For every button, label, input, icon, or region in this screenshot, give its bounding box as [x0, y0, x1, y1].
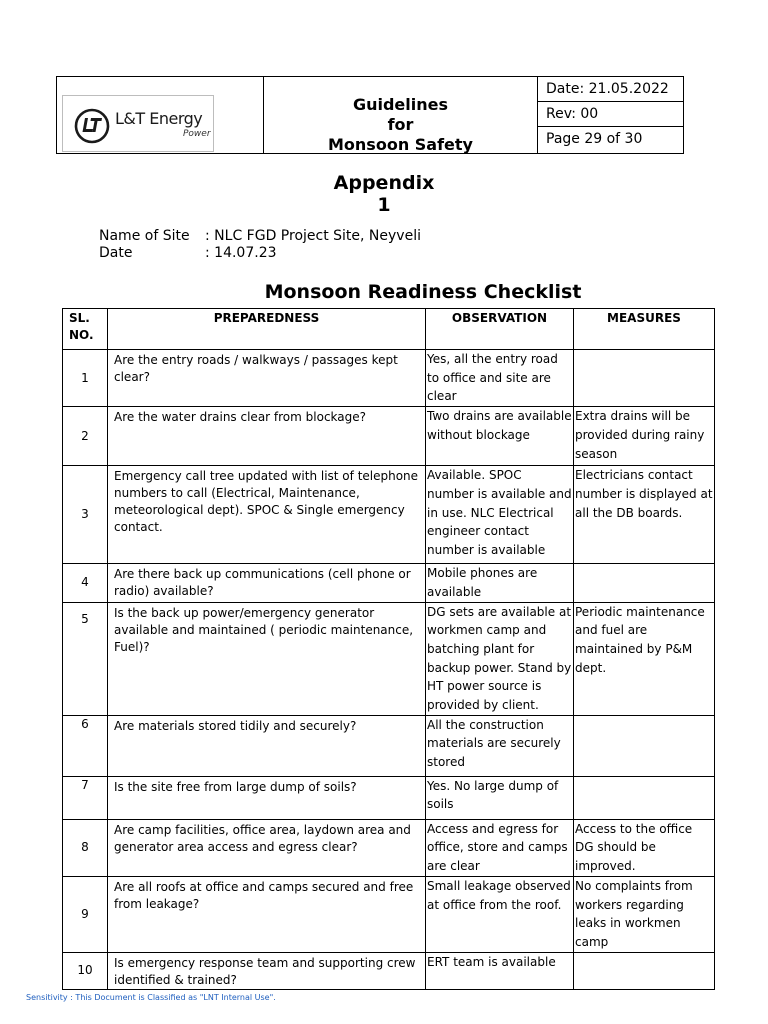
observation-cell: ERT team is available	[426, 952, 574, 989]
site-name-row	[99, 228, 421, 245]
col-header-sl	[63, 309, 108, 350]
site-info	[99, 228, 421, 262]
measures-cell	[574, 952, 715, 989]
col-header-sl-line2: NO.	[69, 328, 94, 342]
row-number: 10	[63, 952, 108, 989]
preparedness-cell: Is the back up power/emergency generator available and maintained ( periodic maintenance, Fuel)?	[108, 602, 426, 715]
observation-cell: Yes. No large dump of soils	[426, 776, 574, 819]
preparedness-cell: Are materials stored tidily and securely?	[108, 715, 426, 776]
table-row	[63, 564, 715, 602]
col-header-observation: OBSERVATION	[426, 309, 574, 350]
table-header-row	[63, 309, 715, 350]
observation-cell: Access and egress for office, store and camps are clear	[426, 819, 574, 876]
table-row	[63, 466, 715, 564]
checklist-title: Monsoon Readiness Checklist	[264, 281, 582, 303]
row-number: 9	[63, 876, 108, 952]
document-meta	[538, 77, 684, 153]
col-header-measures: MEASURES	[574, 309, 715, 350]
measures-cell: No complaints from workers regarding leaks in workmen camp	[574, 876, 715, 952]
observation-cell: Two drains are available without blockage	[426, 407, 574, 466]
table-row	[63, 350, 715, 407]
row-number: 2	[63, 407, 108, 466]
meta-page: Page 29 of 30	[546, 131, 643, 147]
measures-cell: Extra drains will be provided during rainy season	[574, 407, 715, 466]
row-number: 6	[63, 715, 108, 776]
row-number: 4	[63, 564, 108, 602]
appendix-label: Appendix	[333, 172, 435, 194]
row-number: 3	[63, 466, 108, 564]
checklist-table	[62, 308, 715, 990]
table-row	[63, 952, 715, 989]
sensitivity-footer: Sensitivity : This Document is Classified as "LNT Internal Use".	[26, 993, 276, 1002]
observation-cell: Small leakage observed at office from the roof.	[426, 876, 574, 952]
preparedness-cell: Are the entry roads / walkways / passages kept clear?	[108, 350, 426, 407]
title-line: Monsoon Safety	[328, 135, 473, 154]
row-number: 8	[63, 819, 108, 876]
measures-cell	[574, 715, 715, 776]
table-row	[63, 407, 715, 466]
measures-cell: Access to the office DG should be improved.	[574, 819, 715, 876]
meta-date: Date: 21.05.2022	[538, 77, 684, 102]
preparedness-cell: Emergency call tree updated with list of telephone numbers to call (Electrical, Maintenance, meteorological dept). SPOC & Single emergency contact.	[108, 466, 426, 564]
site-date-row	[99, 245, 421, 262]
table-row	[63, 602, 715, 715]
observation-cell: Mobile phones are available	[426, 564, 574, 602]
measures-cell	[574, 564, 715, 602]
measures-cell: Periodic maintenance and fuel are maintained by P&M dept.	[574, 602, 715, 715]
logo-cell	[57, 77, 264, 153]
table-row	[63, 715, 715, 776]
appendix-number: 1	[377, 194, 391, 216]
document-title	[264, 77, 538, 153]
observation-cell: Available. SPOC number is available and in use. NLC Electrical engineer contact number is available	[426, 466, 574, 564]
preparedness-cell: Are all roofs at office and camps secured and free from leakage?	[108, 876, 426, 952]
appendix-heading	[0, 172, 768, 216]
row-number: 5	[63, 602, 108, 715]
observation-cell: Yes, all the entry road to office and site are clear	[426, 350, 574, 407]
document-header	[56, 76, 684, 154]
logo-name: L&T Energy	[115, 109, 203, 128]
col-header-sl-line1: SL.	[69, 311, 90, 325]
meta-revision: Rev: 00	[538, 102, 684, 127]
company-logo	[62, 95, 214, 152]
preparedness-cell: Are there back up communications (cell phone or radio) available?	[108, 564, 426, 602]
site-date-value: : 14.07.23	[205, 245, 277, 261]
title-line: Guidelines	[352, 95, 449, 114]
site-name-label: Name of Site	[99, 228, 190, 244]
site-name-value: : NLC FGD Project Site, Neyveli	[205, 228, 421, 244]
preparedness-cell: Is the site free from large dump of soils?	[108, 776, 426, 819]
measures-cell	[574, 776, 715, 819]
preparedness-cell: Are the water drains clear from blockage?	[108, 407, 426, 466]
preparedness-cell: Are camp facilities, office area, laydown area and generator area access and egress clear?	[108, 819, 426, 876]
preparedness-cell: Is emergency response team and supporting crew identified & trained?	[108, 952, 426, 989]
title-line: for	[387, 115, 414, 134]
lt-logo-icon	[74, 108, 110, 144]
table-row	[63, 819, 715, 876]
col-header-preparedness: PREPAREDNESS	[108, 309, 426, 350]
site-date-label: Date	[99, 245, 133, 261]
row-number: 1	[63, 350, 108, 407]
measures-cell: Electricians contact number is displayed at all the DB boards.	[574, 466, 715, 564]
table-row	[63, 876, 715, 952]
observation-cell: DG sets are available at workmen camp and batching plant for backup power. Stand by HT power source is provided by client.	[426, 602, 574, 715]
measures-cell	[574, 350, 715, 407]
row-number: 7	[63, 776, 108, 819]
logo-subtitle: Power	[183, 129, 211, 139]
observation-cell: All the construction materials are securely stored	[426, 715, 574, 776]
table-row	[63, 776, 715, 819]
